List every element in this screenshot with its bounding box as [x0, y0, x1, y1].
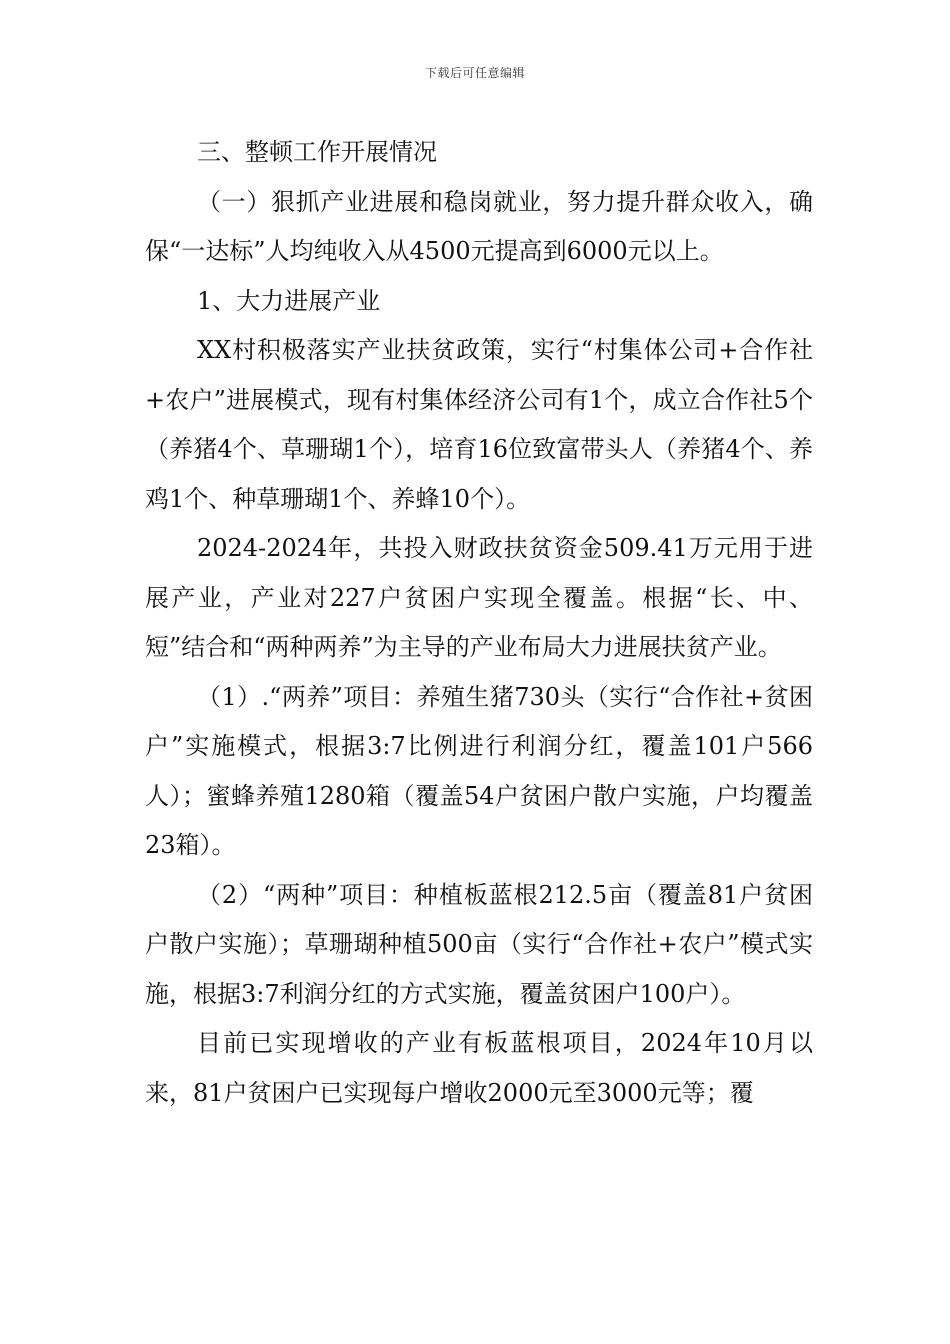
page-header-watermark: 下载后可任意编辑 [424, 66, 525, 80]
paragraph-planting-projects: （2）“两种”项目：种植板蓝根212.5亩（覆盖81户贫困户散户实施）；草珊瑚种植500亩（实行“合作社+农户”模式实施，根据3:7利润分红的方式实施，覆盖贫困户100户）。 [145, 880, 813, 1008]
section-heading: 三、整顿工作开展情况 [197, 138, 437, 166]
paragraph-industry-policy: XX村积极落实产业扶贫政策，实行“村集体公司+合作社+农户”进展模式，现有村集体经济公司有1个，成立合作社5个（养猪4个、草珊瑚1个），培育16位致富带头人（养猪4个、养鸡1个、种草珊瑚1个、养蜂10个）。 [145, 336, 813, 513]
document-body [145, 128, 813, 1118]
paragraph-income-goal: （一）狠抓产业进展和稳岗就业，努力提升群众收入，确保“一达标”人均纯收入从4500元提高到6000元以上。 [145, 187, 813, 265]
paragraph-funding: 2024-2024年，共投入财政扶贫资金509.41万元用于进展产业，产业对227户贫困户实现全覆盖。根据“长、中、短”结合和“两种两养”为主导的产业布局大力进展扶贫产业。 [145, 534, 813, 661]
subsection-heading: 1、大力进展产业 [197, 286, 381, 315]
paragraph-livestock-projects: （1）.“两养”项目：养殖生猪730头（实行“合作社+贫困户”实施模式，根据3:7比例进行利润分红，覆盖101户566人）；蜜蜂养殖1280箱（覆盖54户贫困户散户实施，户均覆盖23箱）。 [145, 682, 813, 859]
paragraph-income-results: 目前已实现增收的产业有板蓝根项目，2024年10月以来，81户贫困户已实现每户增收2000元至3000元等；覆 [145, 1029, 813, 1107]
